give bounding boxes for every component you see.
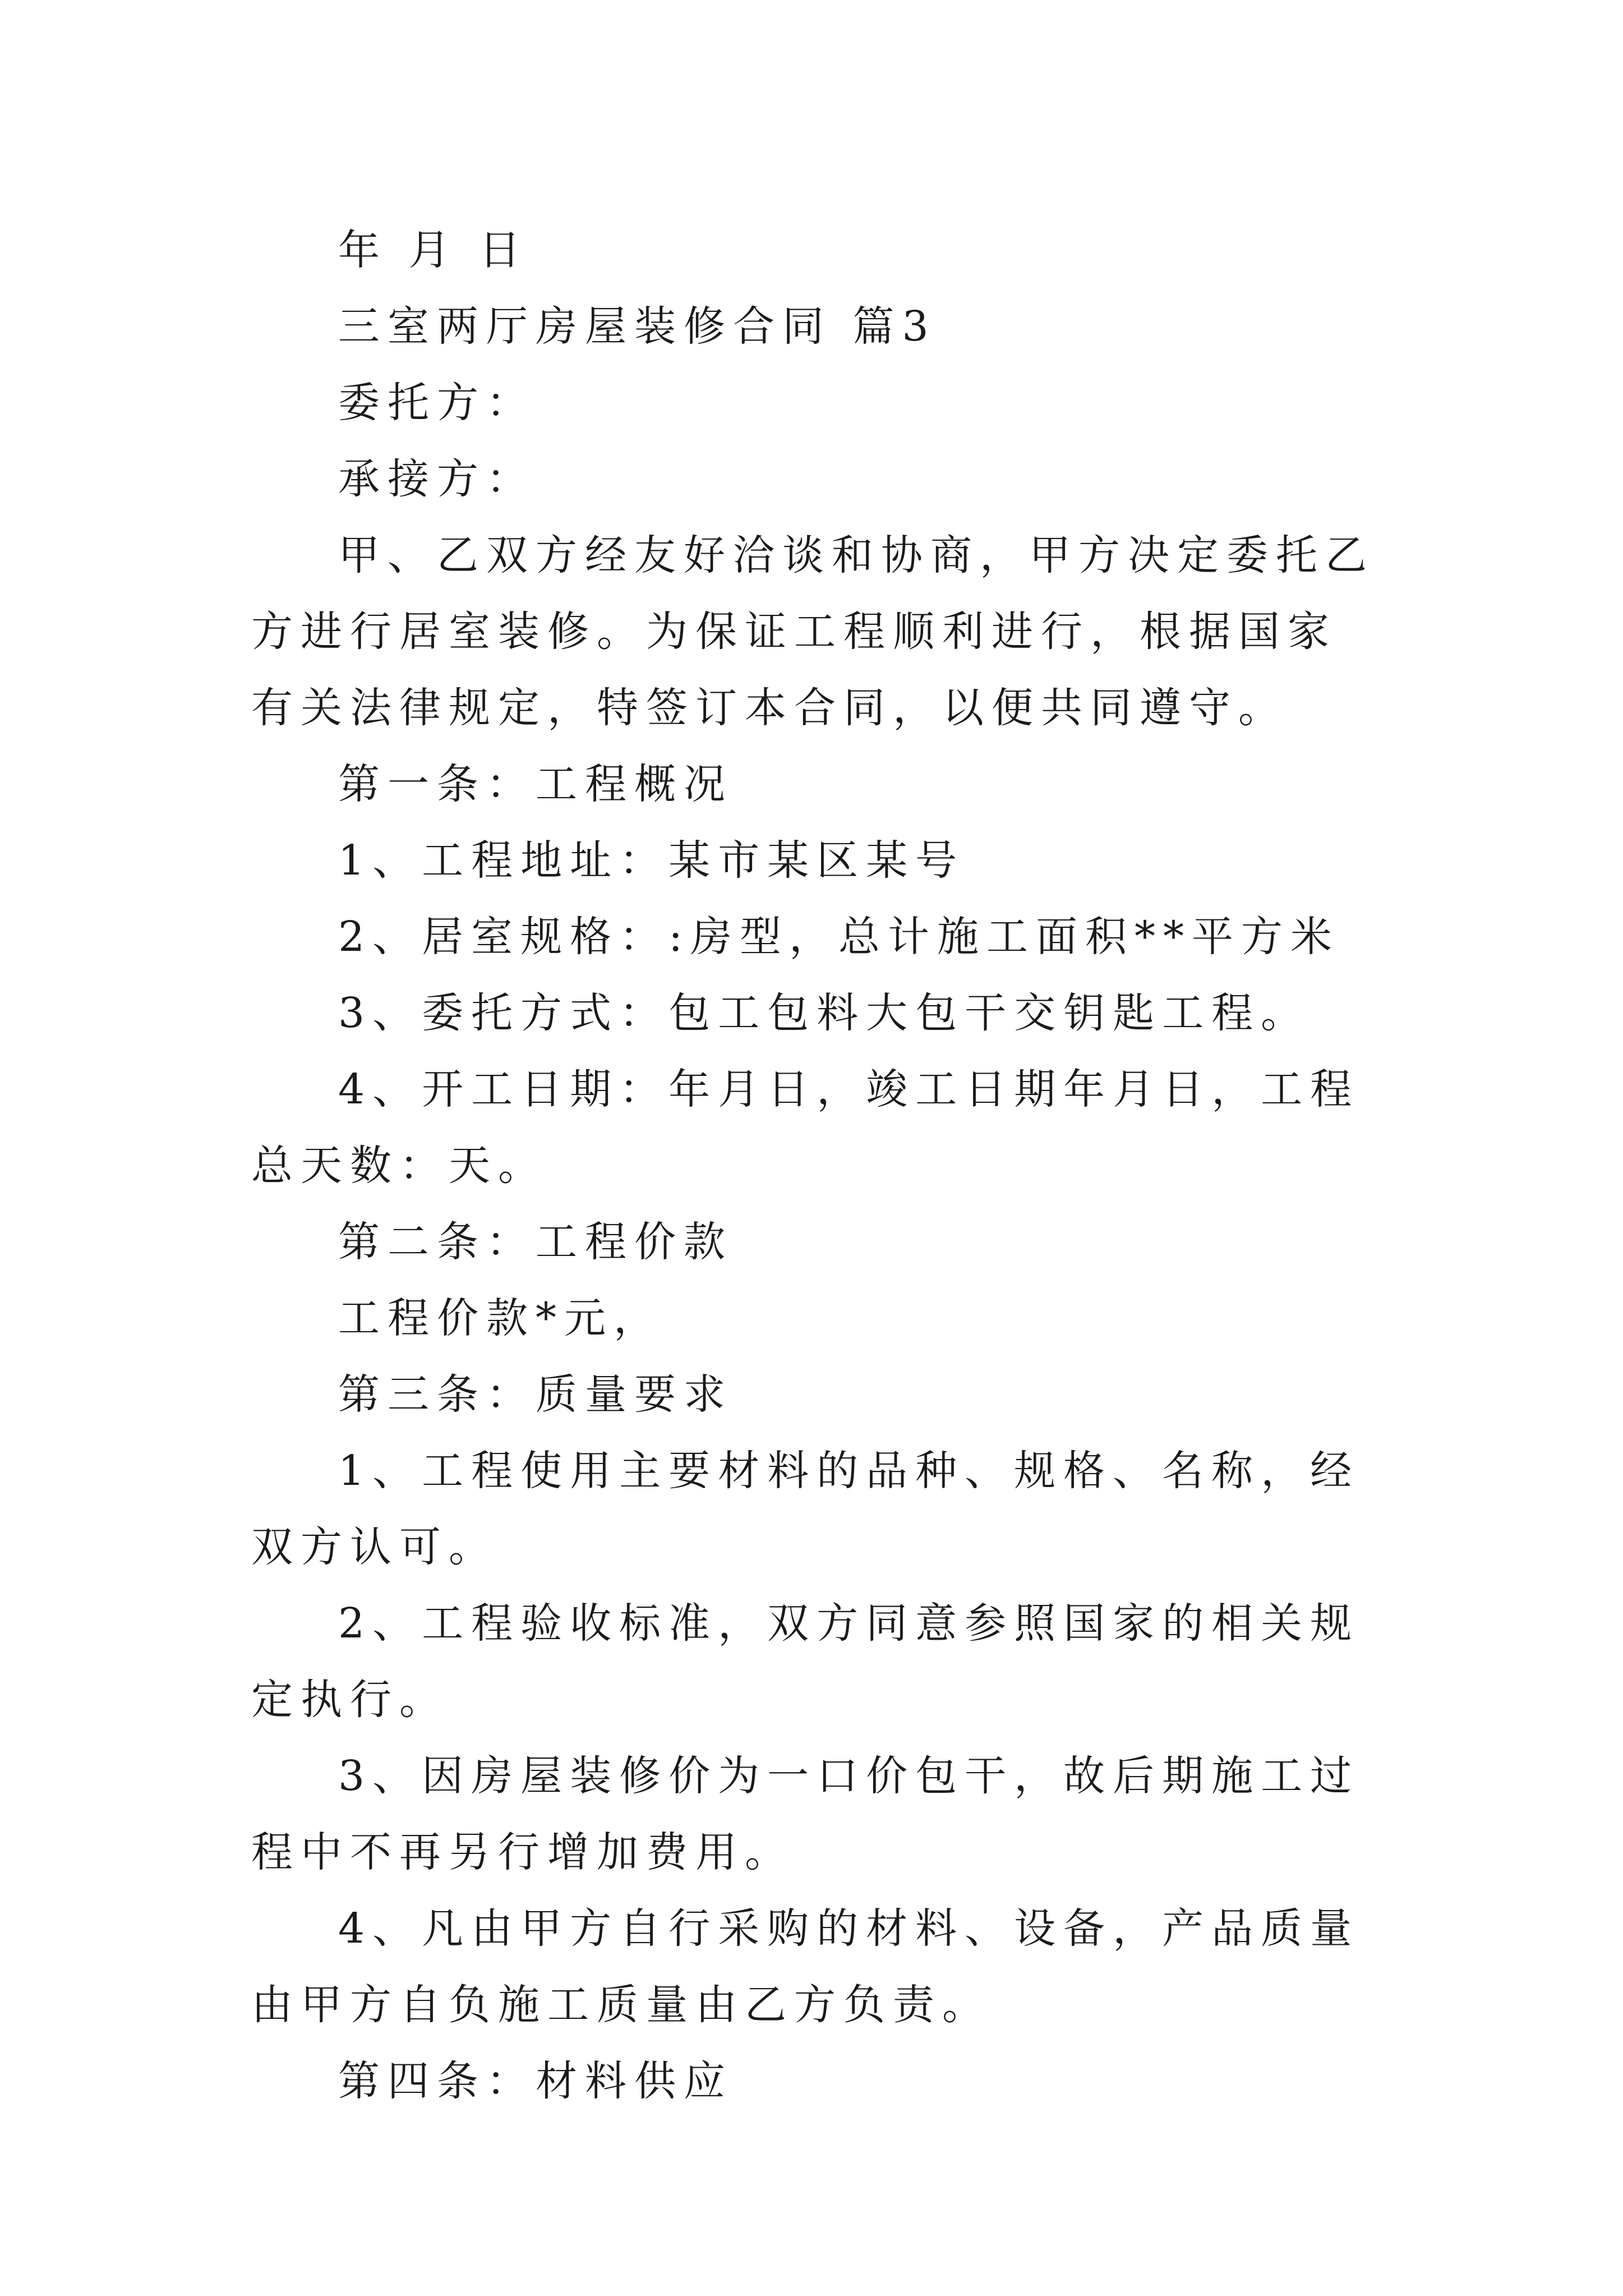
section-title: 三室两厅房屋装修合同 篇3 — [338, 302, 937, 351]
article-heading: 第四条：材料供应 — [338, 2057, 733, 2105]
clause-paragraph: 2、居室规格：:房型，总计施工面积**平方米 — [338, 913, 1340, 961]
clause-paragraph: 3、委托方式：包工包料大包干交钥匙工程。 — [338, 989, 1311, 1037]
clause-paragraph: 2、工程验收标准，双方同意参照国家的相关规定执行。 — [251, 1599, 1360, 1724]
document-body — [251, 212, 1384, 2119]
clause-paragraph: 1、工程地址：某市某区某号 — [338, 836, 965, 885]
clause-paragraph: 4、开工日期：年月日，竣工日期年月日，工程总天数：天。 — [251, 1065, 1360, 1190]
clause-paragraph: 工程价款*元， — [338, 1294, 663, 1342]
clause-paragraph: 4、凡由甲方自行采购的材料、设备，产品质量由甲方自负施工质量由乙方负责。 — [251, 1904, 1360, 2029]
client-line: 委托方： — [338, 379, 536, 427]
date-line: 年 月 日 — [338, 226, 529, 274]
article-heading: 第三条：质量要求 — [338, 1370, 733, 1419]
clause-paragraph: 1、工程使用主要材料的品种、规格、名称，经双方认可。 — [251, 1447, 1360, 1571]
contractor-line: 承接方： — [338, 455, 536, 503]
clause-paragraph: 3、因房屋装修价为一口价包干，故后期施工过程中不再另行增加费用。 — [251, 1752, 1360, 1876]
article-heading: 第二条：工程价款 — [338, 1218, 733, 1266]
article-heading: 第一条：工程概况 — [338, 760, 733, 808]
preamble-paragraph: 甲、乙双方经友好洽谈和协商，甲方决定委托乙方进行居室装修。为保证工程顺利进行，根据国家有关法律规定，特签订本合同，以便共同遵守。 — [251, 531, 1375, 732]
